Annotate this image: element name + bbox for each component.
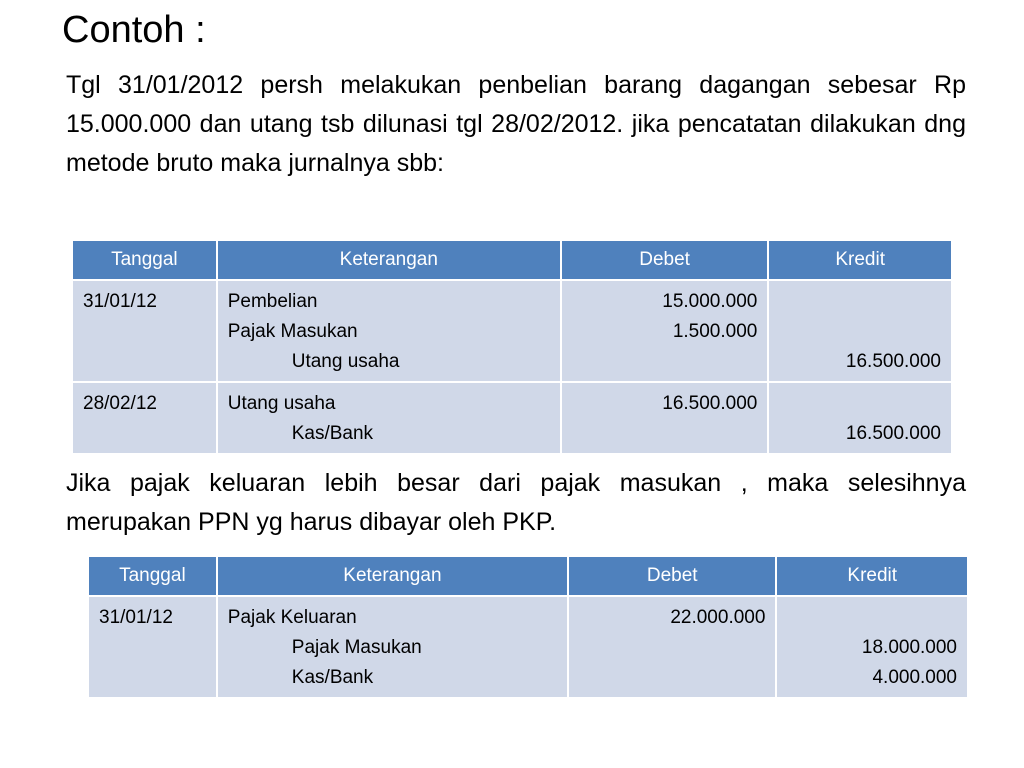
table-header-row: [88, 556, 968, 596]
table-row: [72, 382, 952, 454]
example-paragraph: Tgl 31/01/2012 persh melakukan penbelian barang dagangan sebesar Rp 15.000.000 dan utang tsb dilunasi tgl 28/02/2012. jika pencatatan dilakukan dng metode bruto maka jurnalnya sbb:: [66, 71, 966, 177]
kredit-cell: [768, 382, 952, 454]
header-debet: Debet: [568, 556, 776, 596]
debet-amount: 22.000.000: [670, 607, 766, 628]
kredit-amount: [779, 287, 941, 317]
debet-amount: [572, 419, 757, 449]
description-cell: [217, 280, 561, 382]
description-cell: [217, 596, 568, 698]
table-header-row: [72, 240, 952, 280]
entry-desc: Pembelian: [227, 291, 318, 312]
entry-desc: Kas/Bank: [291, 667, 374, 688]
debet-amount: [572, 347, 757, 377]
entry-desc: Utang usaha: [227, 393, 336, 414]
kredit-cell: [776, 596, 968, 698]
kredit-amount: [787, 603, 957, 633]
date-cell: 28/02/12: [72, 382, 217, 454]
entry-desc: Utang usaha: [291, 351, 400, 372]
description-cell: [217, 382, 561, 454]
entry-desc: Pajak Masukan: [227, 321, 358, 342]
debet-amount: 16.500.000: [662, 393, 758, 414]
debet-cell: [561, 280, 768, 382]
kredit-cell: [768, 280, 952, 382]
table-row: [72, 280, 952, 382]
header-tanggal: Tanggal: [72, 240, 217, 280]
debet-cell: [561, 382, 768, 454]
kredit-amount: [779, 317, 941, 347]
entry-desc: Pajak Keluaran: [227, 607, 357, 628]
entry-desc: Kas/Bank: [291, 423, 374, 444]
header-debet: Debet: [561, 240, 768, 280]
note-paragraph: Jika pajak keluaran lebih besar dari pajak masukan , maka selesihnya merupakan PPN yg harus dibayar oleh PKP.: [66, 469, 966, 536]
table-row: [88, 596, 968, 698]
kredit-amount: 4.000.000: [872, 667, 957, 688]
journal-table-2: [87, 555, 969, 699]
kredit-amount: [779, 389, 941, 419]
header-tanggal: Tanggal: [88, 556, 217, 596]
debet-amount: [579, 663, 765, 693]
date-cell: 31/01/12: [88, 596, 217, 698]
debet-cell: [568, 596, 776, 698]
kredit-amount: 16.500.000: [845, 351, 941, 372]
header-keterangan: Keterangan: [217, 556, 568, 596]
header-kredit: Kredit: [776, 556, 968, 596]
kredit-amount: 16.500.000: [845, 423, 941, 444]
header-kredit: Kredit: [768, 240, 952, 280]
slide-title: Contoh :: [62, 9, 206, 51]
debet-amount: 1.500.000: [672, 321, 758, 342]
date-cell: 31/01/12: [72, 280, 217, 382]
debet-amount: [579, 633, 765, 663]
kredit-amount: 18.000.000: [861, 637, 957, 658]
debet-amount: 15.000.000: [662, 291, 758, 312]
header-keterangan: Keterangan: [217, 240, 561, 280]
journal-table-1: [71, 239, 953, 455]
entry-desc: Pajak Masukan: [291, 637, 422, 658]
